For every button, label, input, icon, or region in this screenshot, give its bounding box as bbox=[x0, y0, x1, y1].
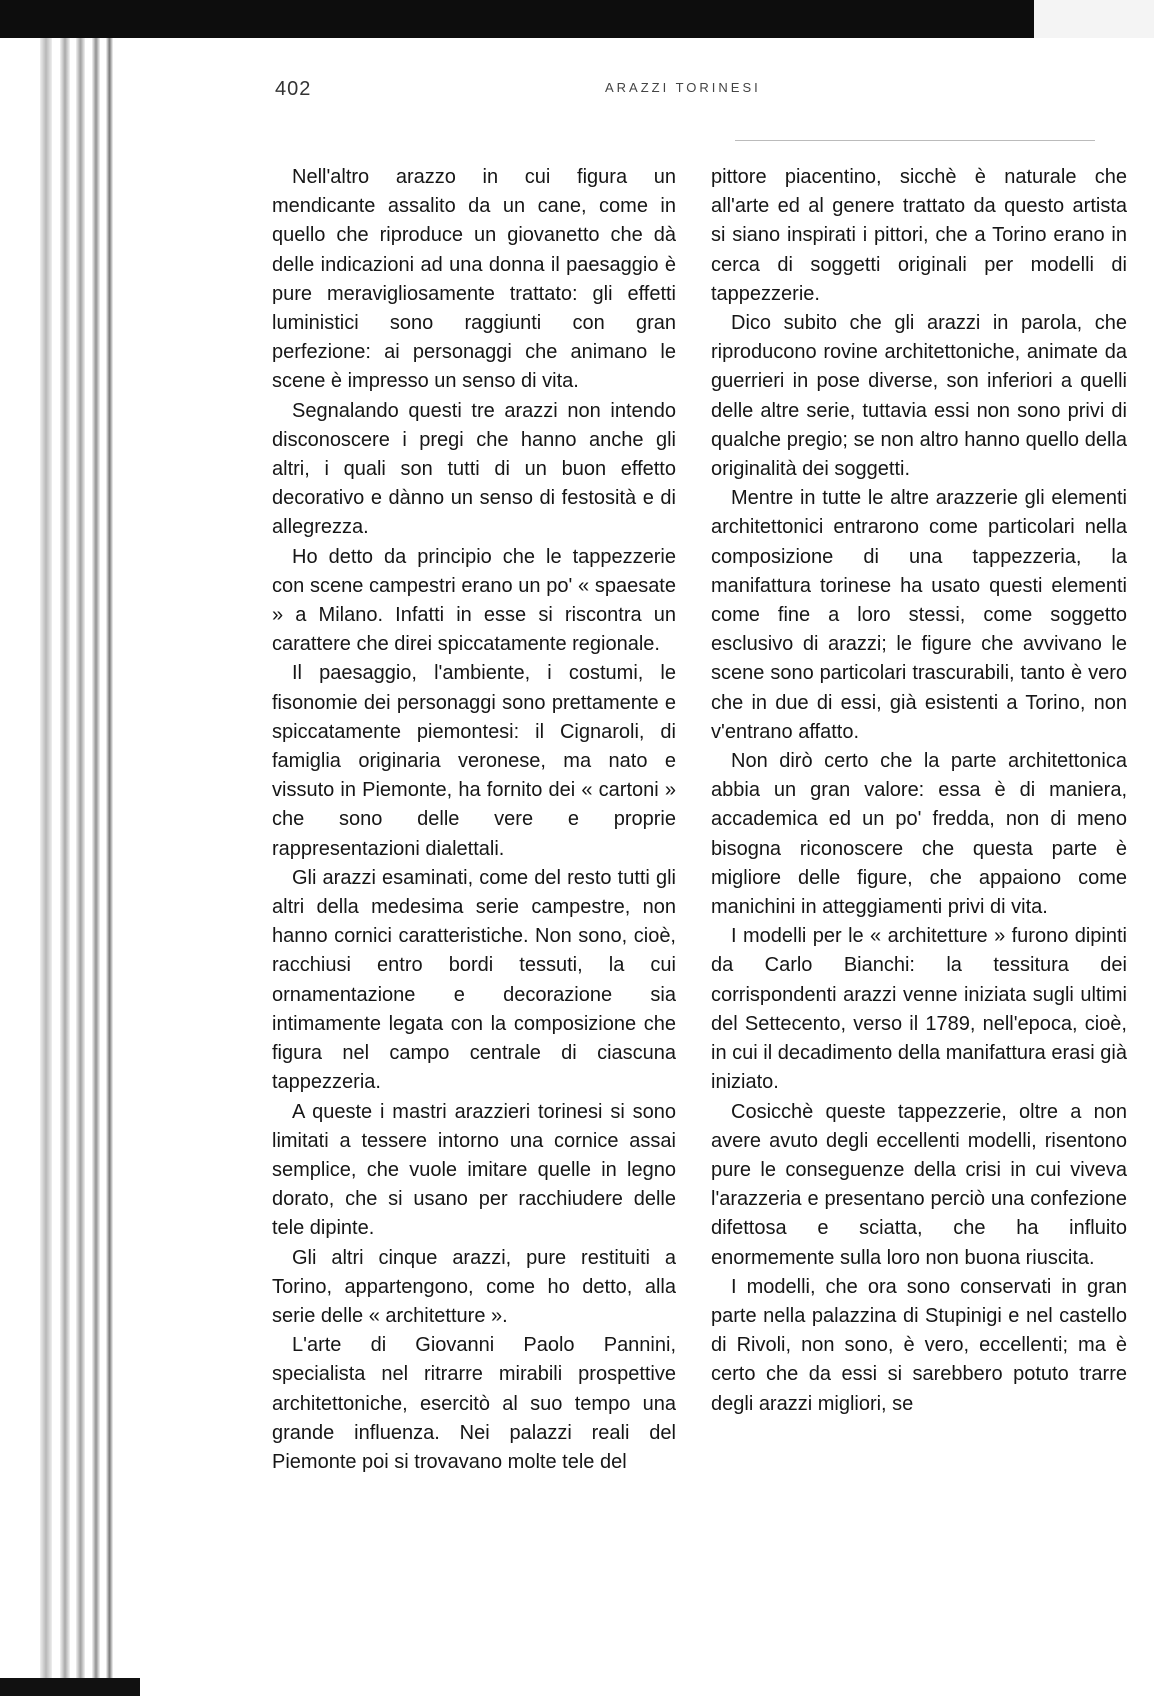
scan-top-notch bbox=[1034, 0, 1154, 38]
paragraph: L'arte di Giovanni Paolo Pannini, specialista nel ritrarre mirabili prospettive architettoniche, esercitò al suo tempo una grande influenza. Nei palazzi reali del Piemonte poi si trovavano molte tele del bbox=[272, 1334, 676, 1473]
paragraph: Gli altri cinque arazzi, pure restituiti a Torino, appartengono, come ho detto, alla serie delle « architetture ». bbox=[272, 1246, 676, 1327]
running-head bbox=[275, 78, 1095, 104]
paragraph: Nell'altro arazzo in cui figura un mendicante assalito da un cane, come in quello che riproduce un giovanetto che dà delle indicazioni ad una donna il paesaggio è pure meravigliosamente trattato: gli effetti luministici sono raggiunti con gran perfezione: ai personaggi che animano le scene è impresso un senso di vita. bbox=[272, 166, 676, 393]
scan-top-border bbox=[0, 0, 1154, 38]
paragraph: Cosicchè queste tappezzerie, oltre a non avere avuto degli eccellenti modelli, risentono pure le conseguenze della crisi in cui viveva l'arazzeria e presentano perciò una confezione difettosa e sciatta, che ha influito enormemente sulla loro non buona riuscita. bbox=[711, 1100, 1127, 1269]
header-rule bbox=[735, 140, 1095, 141]
paragraph: A queste i mastri arazzieri torinesi si sono limitati a tessere intorno una cornice assai semplice, che vuole imitare quelle in legno dorato, che si usano per racchiudere delle tele dipinte. bbox=[272, 1100, 676, 1240]
paragraph: Non dirò certo che la parte architettonica abbia un gran valore: essa è di maniera, accademica ed un po' fredda, non di meno bisogna riconoscere che questa parte è migliore delle figure, che appaiono come manichini in atteggiamenti privi di vita. bbox=[711, 750, 1127, 919]
text-column-right bbox=[711, 163, 1127, 1643]
paragraph: I modelli, che ora sono conservati in gran parte nella palazzina di Stupinigi e nel castello di Rivoli, non sono, è vero, eccellenti; ma è certo che da essi si sarebbero potuto trarre degli arazzi migliori, se bbox=[711, 1275, 1127, 1415]
page-number: 402 bbox=[275, 78, 312, 100]
paragraph-continued: pittore piacentino, sicchè è naturale che all'arte ed al genere trattato da questo artista si siano inspirati i pittori, che a Torino erano in cerca di soggetti originali per modelli di tappezzerie. bbox=[711, 166, 1127, 305]
paragraph: I modelli per le « architetture » furono dipinti da Carlo Bianchi: la tessitura dei corrispondenti arazzi venne iniziata sugli ultimi del Settecento, verso il 1789, nell'epoca, cioè, in cui il decadimento della manifattura erasi già iniziato. bbox=[711, 925, 1127, 1094]
paragraph: Dico subito che gli arazzi in parola, che riproducono rovine architettoniche, animate da guerrieri in pose diverse, son inferiori a quelli delle altre serie, tuttavia essi non sono privi di qualche pregio; se non altro hanno quello della originalità dei soggetti. bbox=[711, 312, 1127, 481]
paragraph: Mentre in tutte le altre arazzerie gli elementi architettonici entrarono come particolari nella composizione di una tappezzeria, la manifattura torinese ha usato questi elementi come fine a loro stessi, come soggetto esclusivo di arazzi; le figure che avvivano le scene sono particolari trascurabili, tanto è vero che in due di essi, già esistenti a Torino, non v'entrano affatto. bbox=[711, 487, 1127, 743]
book-spine-edge bbox=[0, 38, 118, 1696]
text-column-left bbox=[272, 163, 676, 1643]
running-title: ARAZZI TORINESI bbox=[605, 80, 761, 95]
paragraph: Il paesaggio, l'ambiente, i costumi, le fisonomie dei personaggi sono prettamente e spiccatamente piemontesi: il Cignaroli, di famiglia originaria veronese, ma nato e vissuto in Piemonte, ha fornito dei « cartoni » che sono delle vere e proprie rappresentazioni dialettali. bbox=[272, 662, 676, 860]
scan-bottom-shadow bbox=[0, 1678, 140, 1696]
paragraph: Segnalando questi tre arazzi non intendo disconoscere i pregi che hanno anche gli altri, i quali son tutti di un buon effetto decorativo e dànno un senso di festosità e di allegrezza. bbox=[272, 399, 676, 539]
paragraph: Gli arazzi esaminati, come del resto tutti gli altri della medesima serie campestre, non hanno cornici caratteristiche. Non sono, cioè, racchiusi entro bordi tessuti, la cui ornamentazione e decorazione sia intimamente legata con la composizione che figura nel campo centrale di ciascuna tappezzeria. bbox=[272, 866, 676, 1094]
paragraph: Ho detto da principio che le tappezzerie con scene campestri erano un po' « spaesate » a Milano. Infatti in esse si riscontra un carattere che direi spiccatamente regionale. bbox=[272, 545, 676, 656]
